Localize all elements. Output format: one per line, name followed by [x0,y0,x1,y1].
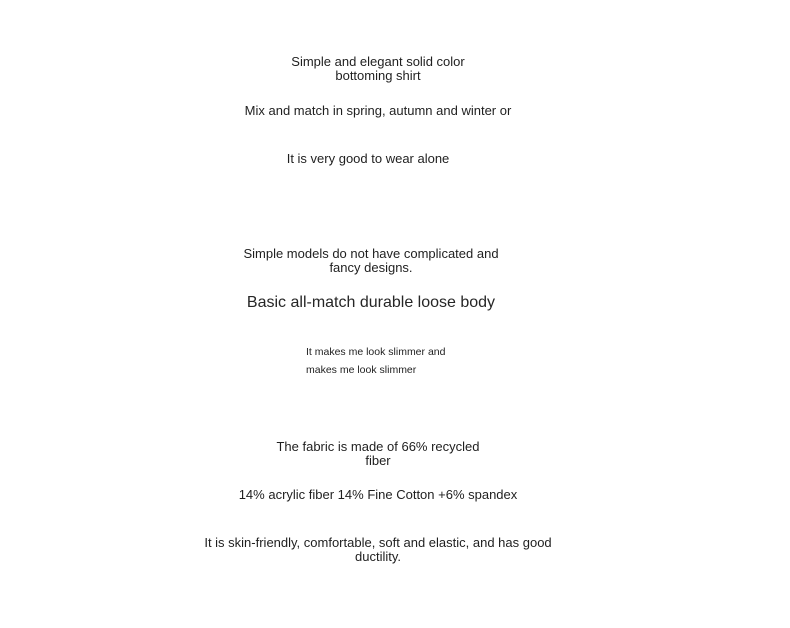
text-block-mix-match [200,104,556,118]
text-line: Mix and match in spring, autumn and winter or [244,103,512,118]
text-block-solid-color [248,55,508,83]
text-line: It makes me look slimmer and [306,346,446,358]
text-line: Basic all-match durable loose body [246,294,496,311]
text-block-basic-all-match [200,294,542,312]
text-block-slimmer [306,343,506,379]
text-line: ductility. [355,549,401,564]
text-line: bottoming shirt [335,68,421,83]
text-line: The fabric is made of 66% recycled [276,439,480,454]
text-line: It is very good to wear alone [286,151,450,166]
text-line: Simple and elegant solid color [291,54,465,69]
text-block-simple-models [200,247,542,275]
text-line: makes me look slimmer [306,364,417,376]
text-block-fabric [228,440,528,468]
text-line: fiber [365,453,391,468]
text-line: fancy designs. [329,260,413,275]
text-block-wear-alone [248,152,488,166]
text-block-composition [200,488,556,502]
text-line: It is skin-friendly, comfortable, soft and elastic, and has good [204,535,552,550]
text-block-skin-friendly [190,536,566,564]
text-line: Simple models do not have complicated and [243,246,499,261]
text-line: 14% acrylic fiber 14% Fine Cotton +6% spandex [238,487,518,502]
